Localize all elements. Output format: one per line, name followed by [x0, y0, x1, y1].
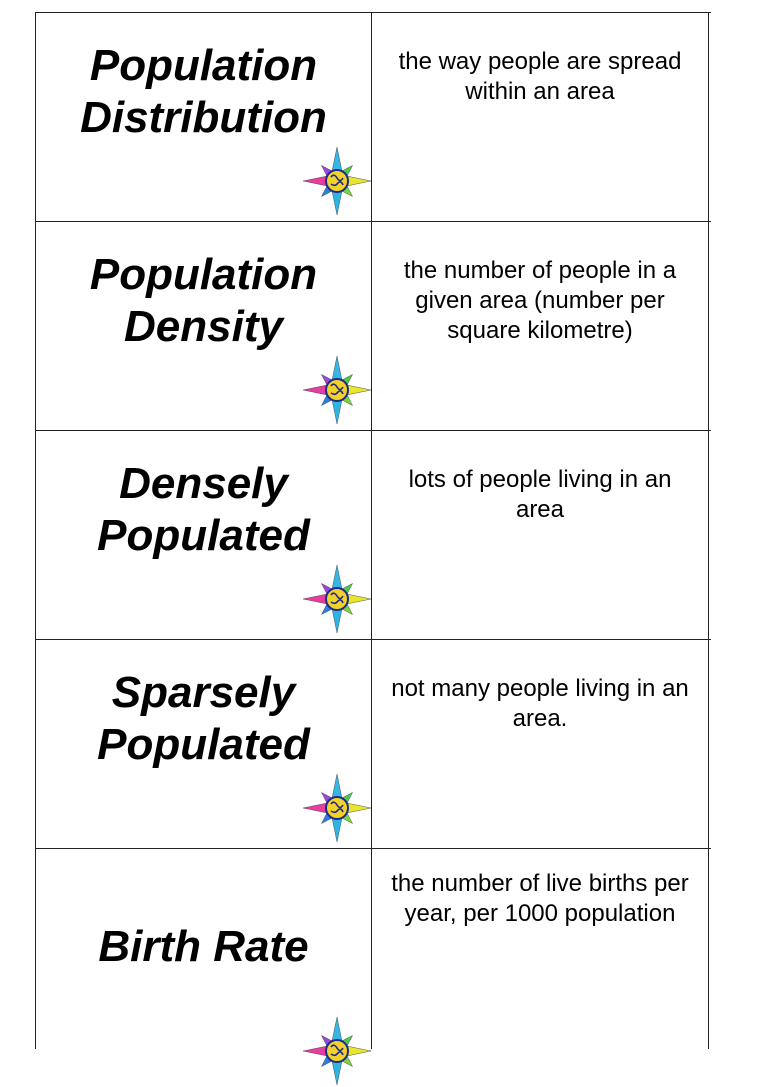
definition-cell: not many people living in an area.: [372, 640, 709, 848]
term-text: [49, 40, 359, 144]
term-text: [49, 667, 359, 771]
term-line: Density: [124, 302, 283, 351]
compass-star-icon: [301, 1015, 373, 1087]
definition-cell: the number of live births per year, per 1000 population: [372, 849, 709, 1049]
term-cell: [36, 849, 372, 1049]
term-line: Densely: [119, 459, 288, 508]
compass-star-icon: [301, 354, 373, 426]
term-line: Population: [89, 41, 318, 90]
term-cell: [36, 13, 372, 221]
term-cell: [36, 222, 372, 430]
term-line: Population: [89, 250, 318, 299]
flashcard-row: [36, 640, 711, 849]
compass-star-icon: [301, 772, 373, 844]
term-text: [49, 458, 359, 562]
compass-star-icon: [301, 563, 373, 635]
definition-cell: the way people are spread within an area: [372, 13, 709, 221]
term-cell: [36, 431, 372, 639]
flashcard-row: [36, 849, 711, 1049]
term-line: Distribution: [80, 93, 327, 142]
term-text: [49, 249, 359, 353]
flashcard-row: [36, 431, 711, 640]
flashcard-row: [36, 222, 711, 431]
term-text: [49, 921, 359, 973]
flashcard-row: [36, 13, 711, 222]
definition-cell: lots of people living in an area: [372, 431, 709, 639]
term-line: Populated: [97, 720, 310, 769]
term-line: Birth Rate: [98, 921, 309, 971]
definition-cell: the number of people in a given area (number per square kilometre): [372, 222, 709, 430]
term-line: Sparsely: [111, 668, 296, 717]
term-cell: [36, 640, 372, 848]
compass-star-icon: [301, 145, 373, 217]
flashcard-table: [35, 12, 711, 1049]
term-line: Populated: [97, 511, 310, 560]
